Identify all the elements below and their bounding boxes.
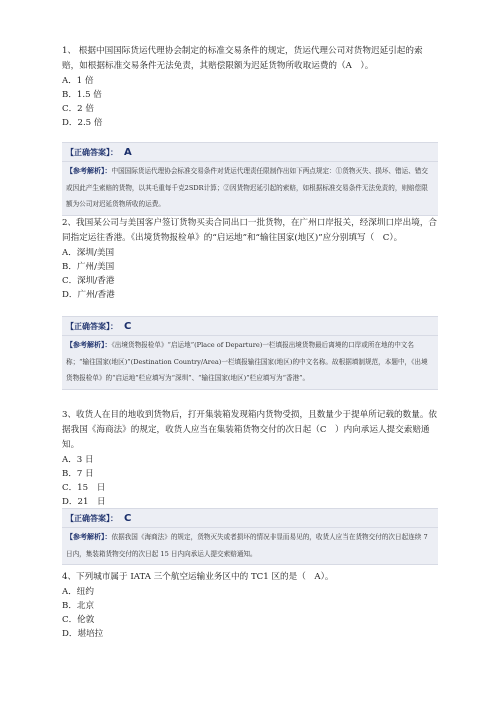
option-b: B．广州/美国 [62,262,115,272]
option-d: D．堪培拉 [62,629,104,639]
question-stem: 2、我国某公司与美国客户签订货物买卖合同出口一批货物，在广州口岸报关，经深圳口岸出境，合同指定运往香港。《出境货物报检单》的“启运地”和“输往国家(地区)”应分别填写（ C）。 [62,218,438,243]
option-c: C．2 倍 [62,104,94,114]
option-b: B．1.5 倍 [62,90,102,100]
option-c: C．深圳/香港 [62,276,115,286]
option-d: D．广州/香港 [62,290,115,300]
explanation-text: 《出境货物报检单》“启运地”(Place of Departure)一栏填报出境货物最后离境的口岸或所在地的中文名称；“输往国家(地区)”(Destination Country/Area)一栏填报输往国家(地区)的中文名称。故根据填制规范，本题中，《出境货物报检单》的“启运地”栏应填写为“深圳”、“输往国家(地区)”栏应填写为“香港”。 [66,341,428,382]
explanation-label: 【参考解析】： [66,166,112,175]
explanation [62,528,438,564]
question-3 [62,408,438,509]
question-1 [62,44,438,130]
answer-box-1 [62,142,438,216]
correct-answer-line [62,143,438,161]
explanation-text: 依据我国《海商法》的规定，货物灭失或者损坏的情况非显而易见的，收货人应当在货物交付的次日起连续 7 日内，集装箱货物交付的次日起 15 日内向承运人提交索赔通知。 [66,533,435,558]
correct-answer-line [62,509,438,527]
correct-answer-label: 【正确答案】： [66,513,118,523]
correct-answer: C [124,321,132,332]
explanation [62,336,438,389]
option-a: A．纽约 [62,587,94,597]
explanation-label: 【参考解析】： [66,532,112,541]
correct-answer-label: 【正确答案】： [66,321,118,331]
option-c: C．15 日 [62,483,106,493]
explanation [62,162,438,215]
option-b: B．北京 [62,601,95,611]
question-stem: 4、下列城市属于 IATA 三个航空运输业务区中的 TC1 区的是（ A）。 [62,572,334,582]
option-d: D．21 日 [62,497,106,507]
answer-box-2 [62,316,438,390]
correct-answer: A [124,147,132,158]
question-4 [62,570,438,641]
option-a: A．1 倍 [62,76,94,86]
option-b: B．7 日 [62,469,94,479]
correct-answer-label: 【正确答案】： [66,147,118,157]
explanation-text: 中国国际货运代理协会标准交易条件对货运代理责任限制作出如下两点规定：①货物灭失、损坏、错运、错交或因此产生索赔的货物，以其毛重每千克2SDR计算；②因货物迟延引起的索赔，如根据标准交易条件无法免责的，则赔偿限额为公司对迟延货物所收的运费。 [66,167,428,208]
question-stem: 3、收货人在目的地收到货物后，打开集装箱发现箱内货物受损，且数量少于提单所记载的数量。依据我国《海商法》的规定，收货人应当在集装箱货物交付的次日起（C ）内向承运人提交索赔通知。 [62,410,438,450]
answer-box-3 [62,508,438,565]
question-2 [62,216,438,302]
correct-answer: C [124,513,132,524]
question-stem: 1、 根据中国国际货运代理协会制定的标准交易条件的规定，货运代理公司对货物迟延引起的索赔，如根据标准交易条件无法免责，其赔偿限额为迟延货物所收取运费的（A ）。 [62,46,423,71]
option-c: C．伦敦 [62,615,95,625]
option-a: A．深圳/美国 [62,248,115,258]
correct-answer-line [62,317,438,335]
option-a: A．3 日 [62,455,94,465]
explanation-label: 【参考解析】： [66,340,112,349]
option-d: D．2.5 倍 [62,118,103,128]
